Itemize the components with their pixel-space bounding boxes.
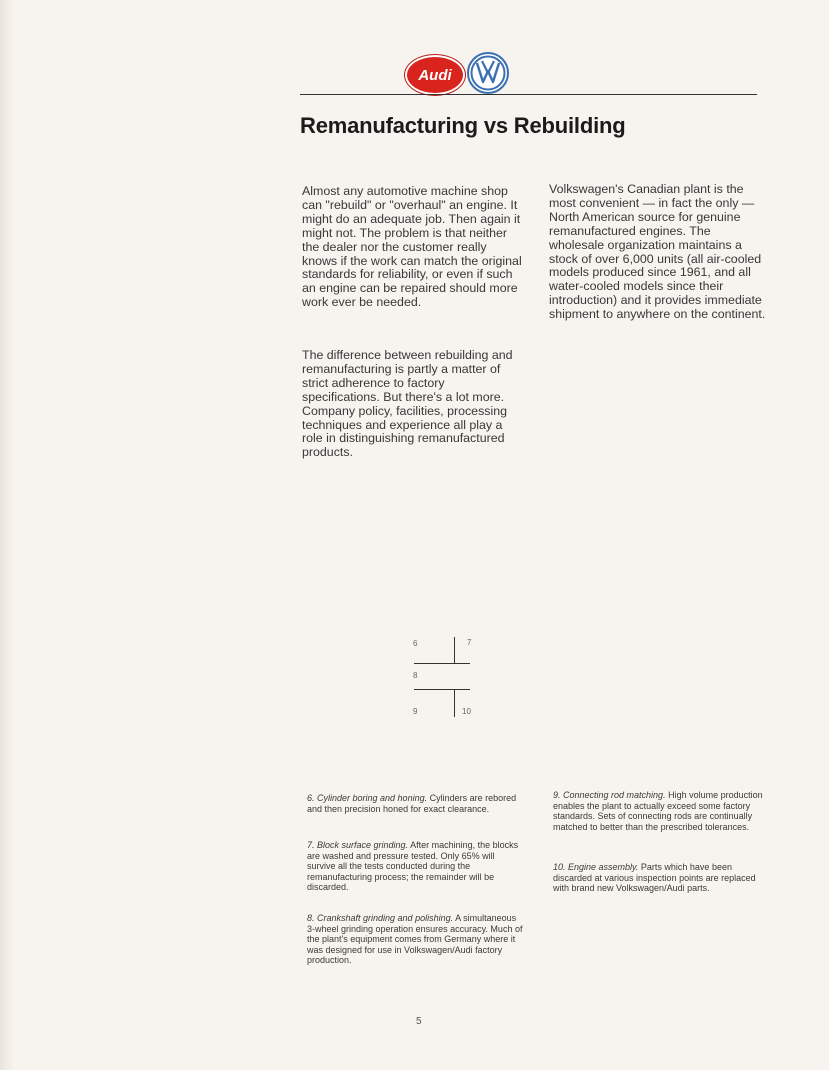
header-rule [300, 94, 757, 95]
vw-logo-icon [467, 52, 509, 94]
page-number: 5 [416, 1016, 422, 1027]
diagram-line [454, 637, 455, 664]
diagram-label: 6 [413, 639, 418, 648]
left-paragraph-1: Almost any automotive machine shop can "rebuild" or "overhaul" an engine. It might do an adequate job. Then again it might not. The problem is that neither the dealer nor the customer really knows if the work can match the original standards for reliability, or even if such an engine can be repaired should more work ever be needed. [302, 184, 522, 310]
note-6 [307, 793, 525, 814]
diagram-label: 10 [462, 707, 471, 716]
note-heading: 6. Cylinder boring and honing. [307, 793, 428, 803]
note-text: High volume production enables the plant to actually exceed some factory standards. Sets of connecting rods are continually matched to better than the prescribed tolerances. [553, 790, 763, 832]
note-8 [307, 913, 525, 966]
note-7 [307, 840, 525, 893]
diagram-line [414, 663, 470, 664]
note-heading: 8. Crankshaft grinding and polishing. [307, 913, 454, 923]
diagram-label: 9 [413, 707, 418, 716]
page-edge [0, 0, 14, 1070]
audi-logo [405, 55, 465, 95]
left-paragraph-2: The difference between rebuilding and remanufacturing is partly a matter of strict adherence to factory specifications. But there's a lot more. Company policy, facilities, processing techniques and experience all play a role in distinguishing remanufactured products. [302, 348, 513, 460]
audi-logo-text: Audi [418, 66, 452, 84]
note-10 [553, 862, 763, 894]
note-text: Parts which have been discarded at various inspection points are replaced with brand new Volkswagen/Audi parts. [553, 862, 756, 894]
right-paragraph-1: Volkswagen's Canadian plant is the most convenient — in fact the only — North American source for genuine remanufactured engines. The wholesale organization maintains a stock of over 6,000 units (all air-cooled models produced since 1961, and all water-cooled models since their introduction) and it provides immediate shipment to anywhere on the continent. [549, 182, 766, 322]
note-9 [553, 790, 763, 832]
note-heading: 9. Connecting rod matching. [553, 790, 666, 800]
diagram-label: 7 [467, 638, 472, 647]
note-text: A simultaneous 3-wheel grinding operation ensures accuracy. Much of the plant's equipment comes from Germany where it was designed for use in Volkswagen/Audi factory production. [307, 913, 523, 966]
page-title: Remanufacturing vs Rebuilding [300, 113, 626, 138]
note-heading: 10. Engine assembly. [553, 862, 639, 872]
diagram-line [454, 689, 455, 717]
diagram-label: 8 [413, 671, 418, 680]
diagram-line [414, 689, 470, 690]
note-text: After machining, the blocks are washed and pressure tested. Only 65% will survive all the tests conducted during the remanufacturing process; the remainder will be discarded. [307, 840, 519, 893]
note-heading: 7. Block surface grinding. [307, 840, 409, 850]
note-text: Cylinders are rebored and then precision honed for exact clearance. [307, 793, 517, 814]
